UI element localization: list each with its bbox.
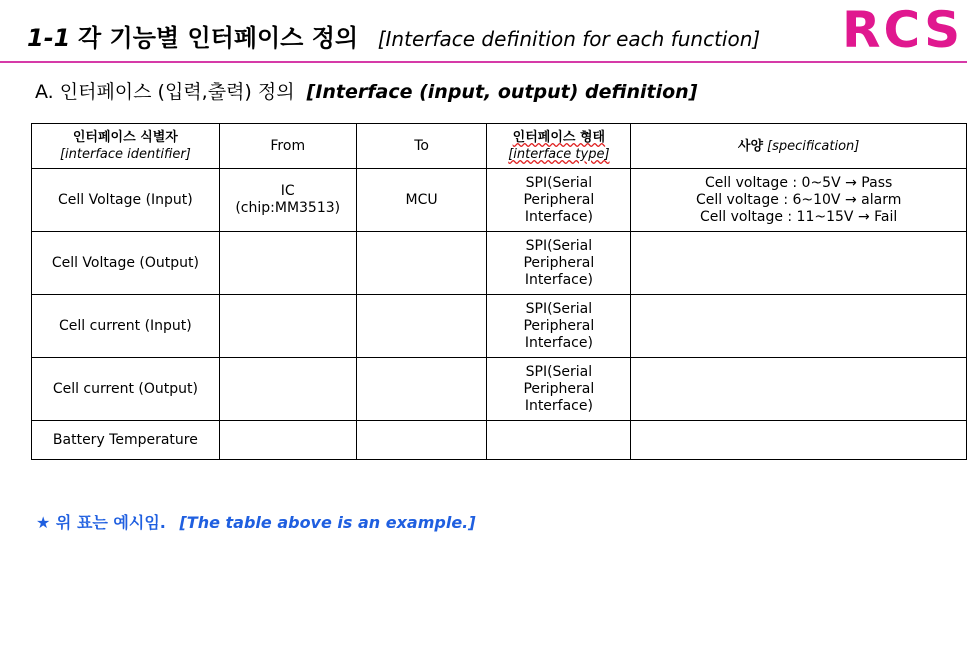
cell-to xyxy=(356,232,487,295)
cell-type: SPI(Serial Peripheral Interface) xyxy=(487,232,631,295)
header-identifier-korean: 인터페이스 식별자 xyxy=(72,130,178,145)
cell-to xyxy=(356,295,487,358)
table-row xyxy=(32,232,967,295)
cell-type xyxy=(487,421,631,460)
cell-specification xyxy=(631,358,967,421)
spec-line: Cell voltage : 0~5V → Pass xyxy=(705,174,893,191)
page-title-english: [Interface definition for each function] xyxy=(377,27,761,51)
cell-from: IC (chip:MM3513) xyxy=(219,169,356,232)
header-type-english: [interface type] xyxy=(508,147,610,162)
cell-from xyxy=(219,421,356,460)
header-identifier xyxy=(32,124,220,169)
header-type-korean: 인터페이스 형태 xyxy=(512,130,606,145)
header-identifier-english: [interface identifier] xyxy=(59,147,191,162)
header-spec-english: [specification] xyxy=(767,138,860,154)
header-specification xyxy=(631,124,967,169)
cell-specification xyxy=(631,232,967,295)
cell-to xyxy=(356,421,487,460)
table-header-row xyxy=(32,124,967,169)
page-title-korean: 각 기능별 인터페이스 정의 xyxy=(78,24,359,52)
table-row xyxy=(32,295,967,358)
header-from: From xyxy=(219,124,356,169)
cell-from xyxy=(219,232,356,295)
cell-to xyxy=(356,358,487,421)
section-title-english: [Interface (input, output) definition] xyxy=(306,81,698,103)
cell-from xyxy=(219,358,356,421)
header-type xyxy=(487,124,631,169)
cell-type: SPI(Serial Peripheral Interface) xyxy=(487,358,631,421)
table-row xyxy=(32,421,967,460)
note-korean: 위 표는 예시임. xyxy=(55,513,166,532)
star-icon: ★ xyxy=(36,513,51,532)
header-spec-korean: 사양 xyxy=(737,138,764,154)
table-row xyxy=(32,169,967,232)
header-divider xyxy=(0,61,967,63)
cell-type: SPI(Serial Peripheral Interface) xyxy=(487,169,631,232)
section-title-korean: A. 인터페이스 (입력,출력) 정의 xyxy=(35,81,295,103)
note-english: [The table above is an example.] xyxy=(179,513,476,532)
header-to: To xyxy=(356,124,487,169)
cell-identifier: Cell current (Output) xyxy=(32,358,220,421)
spec-line: Cell voltage : 11~15V → Fail xyxy=(700,208,898,225)
cell-specification xyxy=(631,169,967,232)
slide-header xyxy=(0,0,967,64)
cell-identifier: Battery Temperature xyxy=(32,421,220,460)
cell-from xyxy=(219,295,356,358)
page-title xyxy=(27,18,760,53)
cell-type: SPI(Serial Peripheral Interface) xyxy=(487,295,631,358)
cell-identifier: Cell current (Input) xyxy=(32,295,220,358)
cell-to: MCU xyxy=(356,169,487,232)
cell-specification xyxy=(631,421,967,460)
example-note xyxy=(36,510,476,533)
cell-identifier: Cell Voltage (Output) xyxy=(32,232,220,295)
cell-specification xyxy=(631,295,967,358)
spec-line: Cell voltage : 6~10V → alarm xyxy=(695,191,902,208)
rcs-logo: RCS xyxy=(842,1,964,59)
cell-identifier: Cell Voltage (Input) xyxy=(32,169,220,232)
table-row xyxy=(32,358,967,421)
table-body xyxy=(32,169,967,460)
section-title xyxy=(35,77,697,104)
page-title-number: 1-1 xyxy=(27,24,71,52)
interface-definition-table xyxy=(31,123,967,460)
